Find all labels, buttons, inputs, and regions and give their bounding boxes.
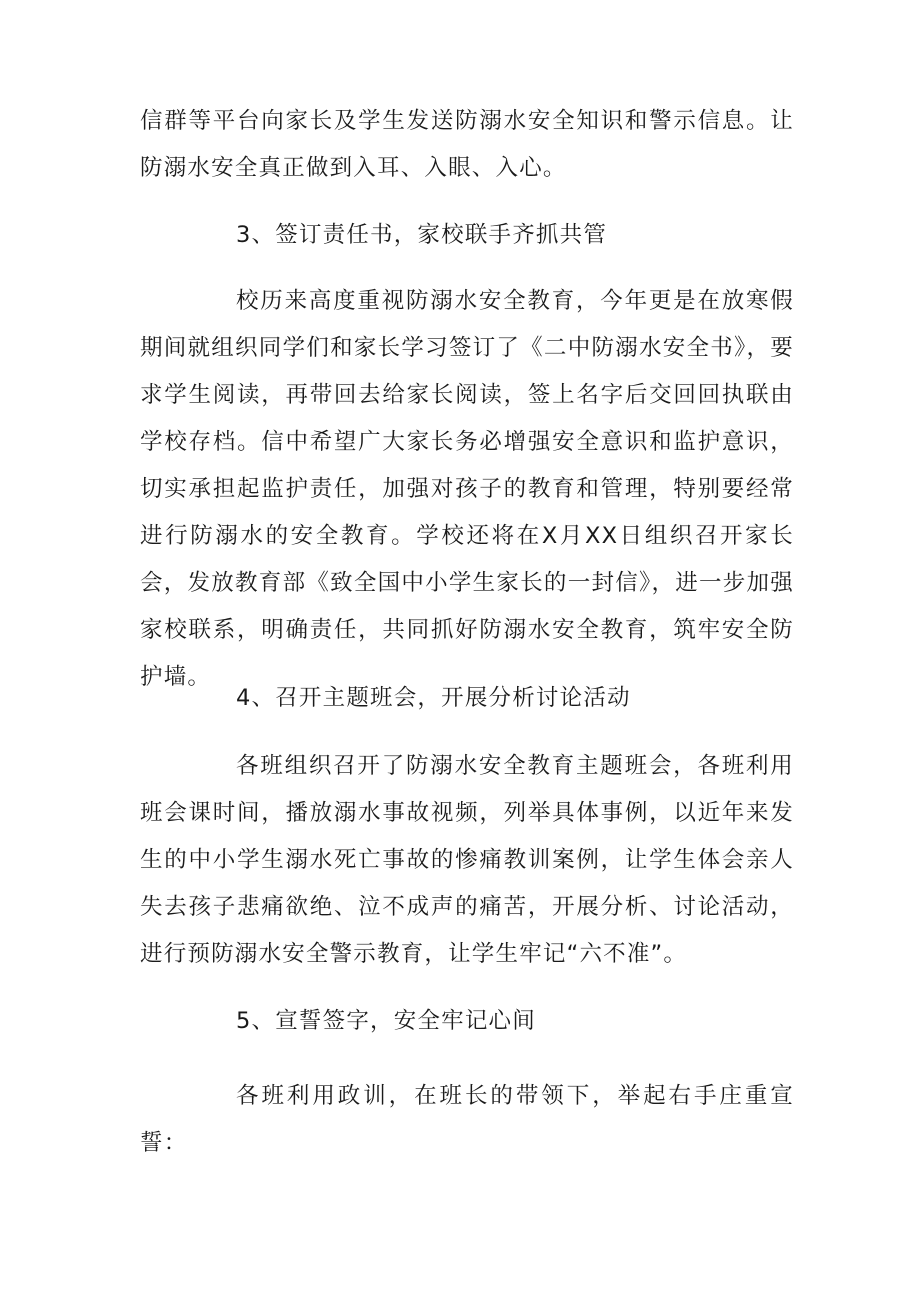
paragraph-continued: 信群等平台向家长及学生发送防溺水安全知识和警示信息。让防溺水安全真正做到入耳、入眼、入心。	[140, 108, 794, 181]
section-heading-4: 4、召开主题班会，开展分析讨论活动	[236, 685, 631, 711]
paragraph-section-4: 各班组织召开了防溺水安全教育主题班会，各班利用班会课时间，播放溺水事故视频，列举具体事例，以近年来发生的中小学生溺水死亡事故的惨痛教训案例，让学生体会亲人失去孩子悲痛欲绝、泣不成声的痛苦，开展分析、讨论活动，进行预防溺水安全警示教育，让学生牢记“六不准”。	[140, 753, 794, 967]
paragraph-section-3: 校历来高度重视防溺水安全教育，今年更是在放寒假期间就组织同学们和家长学习签订了《二中防溺水安全书》，要求学生阅读，再带回去给家长阅读，签上名字后交回回执联由学校存档。信中希望广大家长务必增强安全意识和监护意识，切实承担起监护责任，加强对孩子的教育和管理，特别要经常进行防溺水的安全教育。学校还将在X月XX日组织召开家长会，发放教育部《致全国中小学生家长的一封信》，进一步加强家校联系，明确责任，共同抓好防溺水安全教育，筑牢安全防护墙。	[140, 288, 794, 690]
section-heading-3: 3、签订责任书，家校联手齐抓共管	[236, 222, 608, 248]
paragraph-section-5: 各班利用政训，在班长的带领下，举起右手庄重宣誓：	[140, 1083, 794, 1156]
section-heading-5: 5、宣誓签字，安全牢记心间	[236, 1008, 536, 1034]
